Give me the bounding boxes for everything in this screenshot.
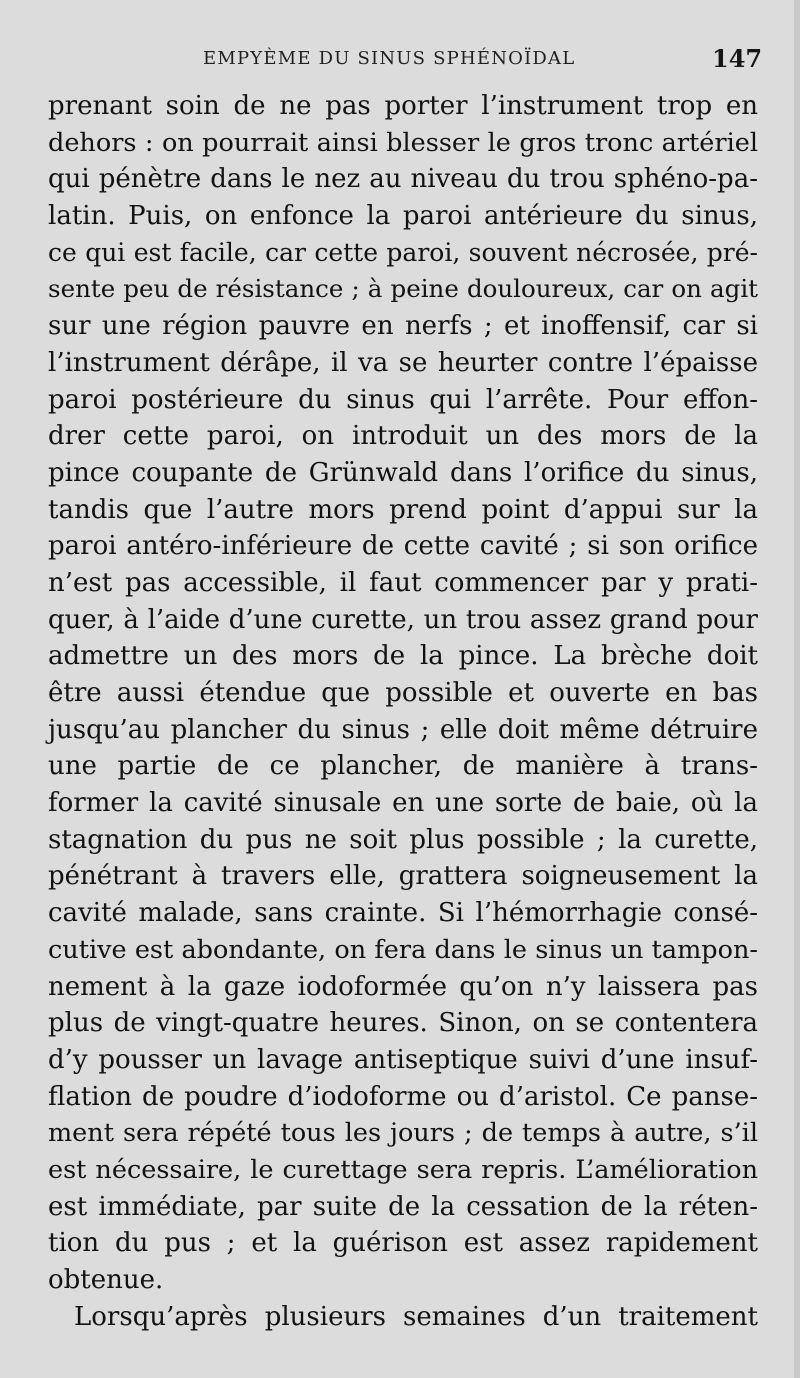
text-line: cavité malade, sans crainte. Si l’hémorrhagie consé- xyxy=(48,898,758,929)
paragraph-first-line: Lorsqu’après plusieurs semaines d’un traitement xyxy=(74,1301,758,1332)
page-header xyxy=(0,44,800,78)
text-line: obtenue. xyxy=(48,1265,164,1295)
text-line: latin. Puis, on enfonce la paroi antérieure du sinus, xyxy=(48,201,758,232)
text-line: stagnation du pus ne soit plus possible ; la curette, xyxy=(48,824,758,855)
running-title: EMPYÈME DU SINUS SPHÉNOÏDAL xyxy=(203,48,576,69)
text-line: pénétrant à travers elle, grattera soigneusement la xyxy=(48,861,758,892)
text-line: pince coupante de Grünwald dans l’orifice du sinus, xyxy=(48,457,758,488)
text-line: plus de vingt-quatre heures. Sinon, on se contentera xyxy=(48,1008,758,1039)
text-line: sur une région pauvre en nerfs ; et inoffensif, car si xyxy=(48,311,758,342)
text-line: ment sera répété tous les jours ; de temps à autre, s’il xyxy=(48,1118,758,1149)
text-line: est immédiate, par suite de la cessation de la réten- xyxy=(48,1191,758,1222)
text-line: flation de poudre d’iodoforme ou d’aristol. Ce panse- xyxy=(48,1081,758,1112)
page-number: 147 xyxy=(712,44,763,73)
text-line: dehors : on pourrait ainsi blesser le gros tronc artériel xyxy=(48,127,758,158)
text-line: l’instrument dérâpe, il va se heurter contre l’épaisse xyxy=(48,347,758,378)
text-line: former la cavité sinusale en une sorte de baie, où la xyxy=(48,788,758,819)
body-text xyxy=(48,88,758,1335)
text-line: prenant soin de ne pas porter l’instrument trop en xyxy=(48,91,758,121)
text-line: d’y pousser un lavage antiseptique suivi d’une insuf- xyxy=(48,1044,758,1075)
text-line: jusqu’au plancher du sinus ; elle doit même détruire xyxy=(48,714,758,745)
page-edge-shadow xyxy=(794,0,800,1378)
text-line: une partie de ce plancher, de manière à trans- xyxy=(48,751,758,782)
text-line: être aussi étendue que possible et ouverte en bas xyxy=(48,678,758,708)
text-line: sente peu de résistance ; à peine douloureux, car on agit xyxy=(48,274,758,304)
text-line: drer cette paroi, on introduit un des mors de la xyxy=(48,421,758,452)
text-line: paroi postérieure du sinus qui l’arrête. Pour effon- xyxy=(48,384,758,415)
text-line: quer, à l’aide d’une curette, un trou assez grand pour xyxy=(48,604,758,635)
text-line: cutive est abondante, on fera dans le sinus un tampon- xyxy=(48,934,758,965)
text-line: paroi antéro-inférieure de cette cavité ; si son orifice xyxy=(48,531,758,562)
text-line: admettre un des mors de la pince. La brèche doit xyxy=(48,641,758,672)
text-line: n’est pas accessible, il faut commencer par y prati- xyxy=(48,567,758,598)
text-line: ce qui est facile, car cette paroi, souvent nécrosée, pré- xyxy=(48,237,758,267)
text-line: nement à la gaze iodoformée qu’on n’y laissera pas xyxy=(48,971,758,1002)
text-line: est nécessaire, le curettage sera repris. L’amélioration xyxy=(48,1154,758,1185)
text-line: qui pénètre dans le nez au niveau du trou sphéno-pa- xyxy=(48,164,758,195)
text-line: tion du pus ; et la guérison est assez rapidement xyxy=(48,1228,758,1259)
text-line: tandis que l’autre mors prend point d’appui sur la xyxy=(48,494,758,525)
